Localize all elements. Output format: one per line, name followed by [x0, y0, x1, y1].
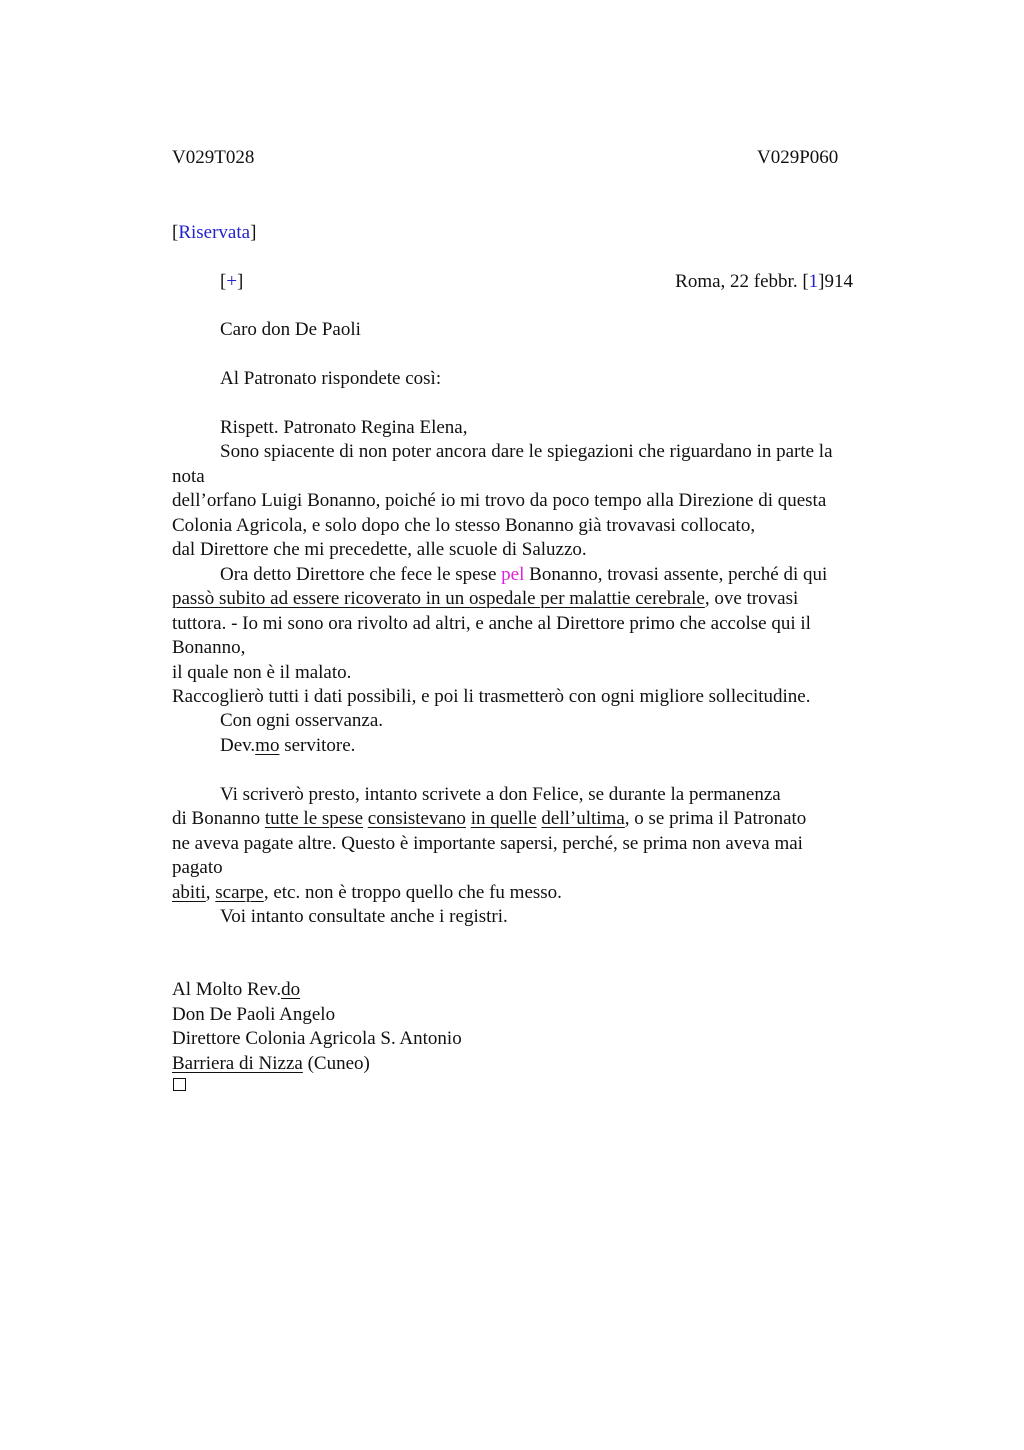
body-line-13: Con ogni osservanza. [220, 710, 384, 731]
plus-marker: [+] [220, 271, 244, 292]
bracket-open: [ [172, 222, 179, 243]
address-line-4: Barriera di Nizza (Cuneo) [172, 1053, 370, 1074]
body-line-4: dell’orfano Luigi Bonanno, poiché io mi trovo da poco tempo alla Direzione di questa [172, 490, 827, 511]
riservata-link[interactable]: Riservata [178, 222, 251, 243]
note-line-1: Vi scriverò presto, intanto scrivete a don Felice, se durante la permanenza [220, 784, 781, 805]
bracket-close: ] [250, 222, 257, 243]
checkbox-square-icon [173, 1078, 186, 1091]
body-line-9: tuttora. - Io mi sono ora rivolto ad altri, e anche al Direttore primo che accolse qui il [172, 613, 811, 634]
note-line-4: pagato [172, 857, 223, 878]
note-line-6: Voi intanto consultate anche i registri. [220, 906, 508, 927]
body-line-14: Dev.mo servitore. [220, 735, 356, 756]
body-line-1: Rispett. Patronato Regina Elena, [220, 417, 468, 438]
body-line-12: Raccoglierò tutti i dati possibili, e poi li trasmetterò con ogni migliore sollecitudine. [172, 686, 811, 707]
year-link[interactable]: 1 [808, 271, 819, 292]
body-line-10: Bonanno, [172, 637, 246, 658]
address-line-2: Don De Paoli Angelo [172, 1004, 336, 1025]
body-line-5: Colonia Agricola, e solo dopo che lo stesso Bonanno già trovavasi collocato, [172, 515, 756, 536]
body-line-6: dal Direttore che mi precedette, alle scuole di Saluzzo. [172, 539, 587, 560]
header-right-code: V029P060 [757, 147, 839, 168]
place-date: Roma, 22 febbr. [1]914 [675, 271, 853, 292]
plus-link[interactable]: + [226, 271, 238, 292]
riservata-tag [172, 221, 256, 245]
body-line-8: passò subito ad essere ricoverato in un ospedale per malattie cerebrale, ove trovasi [172, 588, 799, 609]
body-line-3: nota [172, 466, 205, 487]
note-line-5: abiti, scarpe, etc. non è troppo quello che fu messo. [172, 882, 562, 903]
header-left-code: V029T028 [172, 147, 255, 168]
body-line-11: il quale non è il malato. [172, 662, 352, 683]
greeting: Caro don De Paoli [220, 319, 361, 340]
note-line-3: ne aveva pagate altre. Questo è importante sapersi, perché, se prima non aveva mai [172, 833, 803, 854]
body-line-7: Ora detto Direttore che fece le spese pel Bonanno, trovasi assente, perché di qui [220, 564, 828, 585]
underlined-phrase: passò subito ad essere ricoverato in un ospedale per malattie cerebrale [172, 588, 705, 609]
address-line-3: Direttore Colonia Agricola S. Antonio [172, 1028, 462, 1049]
note-line-2: di Bonanno tutte le spese consistevano in quelle dell’ultima, o se prima il Patronato [172, 808, 807, 829]
body-line-2: Sono spiacente di non poter ancora dare le spiegazioni che riguardano in parte la [220, 441, 833, 462]
intro-line: Al Patronato rispondete così: [220, 368, 442, 389]
pel-highlight: pel [501, 564, 525, 585]
address-line-1: Al Molto Rev.do [172, 979, 301, 1000]
